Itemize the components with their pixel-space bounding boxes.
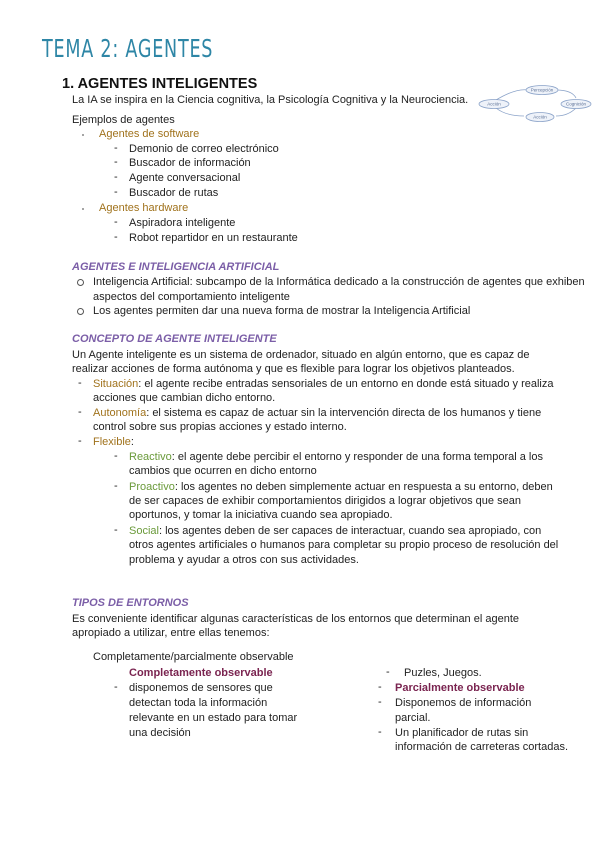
partially-observable-line: Disponemos de información	[395, 697, 532, 709]
cycle-arrow	[496, 90, 528, 100]
dash: -	[114, 450, 118, 462]
list-item: Robot repartidor en un restaurante	[129, 232, 298, 244]
ai-item-line: Inteligencia Artificial: subcampo de la Informática dedicado a la construcción de agentes que exhiben	[93, 276, 585, 288]
fully-observable-title: Completamente observable	[129, 667, 273, 679]
social-text: : los agentes deben de ser capaces de interactuar, cuando sea apropiado, con	[158, 525, 542, 537]
ai-item-line: aspectos del comportamiento inteligente	[93, 291, 290, 303]
situacion-label: Situación	[93, 378, 139, 390]
dash: -	[114, 231, 118, 243]
diagram-node-label: Acción	[487, 101, 501, 107]
fully-observable-example: Puzles, Juegos.	[404, 667, 482, 679]
reactivo-text: : el agente debe percibir el entorno y responder de una forma temporal a los	[171, 451, 543, 463]
diagram-node-label: Cognición	[565, 101, 587, 107]
autonomia-line2: control sobre sus propias acciones y estado interno.	[93, 421, 347, 433]
proactivo-line2: de ser capaces de exhibir comportamientos dirigidos a lograr objetivos que sean	[129, 495, 521, 507]
dash: -	[378, 696, 382, 708]
proactivo-line3: oportunos, y tomar la iniciativa cuando sea apropiado.	[129, 509, 393, 521]
dash: -	[378, 681, 382, 693]
concept-intro-line: realizar acciones de forma autónoma y que es flexible para lograr los objetivos planteados.	[72, 363, 515, 375]
flexible-line	[93, 435, 134, 449]
section-heading-environments: TIPOS DE ENTORNOS	[72, 597, 189, 609]
agent-cycle-diagram	[476, 84, 594, 124]
circle-bullet	[77, 308, 84, 315]
page-title: TEMA 2: AGENTES	[42, 34, 214, 63]
dash: -	[114, 156, 118, 168]
cycle-arrow	[556, 108, 576, 116]
reactivo-label: Reactivo	[129, 451, 172, 463]
situacion-line	[93, 377, 554, 391]
list-item: Buscador de rutas	[129, 187, 219, 199]
social-line	[129, 524, 541, 538]
observable-pair-label: Completamente/parcialmente observable	[93, 651, 294, 663]
proactivo-label: Proactivo	[129, 481, 175, 493]
list-item: Agente conversacional	[129, 172, 241, 184]
dash: -	[114, 216, 118, 228]
section-heading-concept: CONCEPTO DE AGENTE INTELIGENTE	[72, 333, 277, 345]
autonomia-label: Autonomía	[93, 407, 147, 419]
list-item: Aspiradora inteligente	[129, 217, 236, 229]
dash: -	[78, 377, 82, 389]
diagram-node-label: Acción	[533, 114, 547, 120]
fully-observable-line: relevante en un estado para tomar	[129, 712, 298, 724]
social-line2: otros agentes artificiales o humanos para completar su propio proceso de resolución del	[129, 539, 559, 551]
partially-observable-line: Un planificador de rutas sin	[395, 727, 529, 739]
reactivo-line2: cambios que ocurren en dicho entorno	[129, 465, 317, 477]
reactivo-line	[129, 450, 543, 464]
cycle-arrow	[496, 108, 524, 116]
list-item: Demonio de correo electrónico	[129, 143, 279, 155]
fully-observable-line: detectan toda la información	[129, 697, 268, 709]
section-heading-ai: AGENTES E INTELIGENCIA ARTIFICIAL	[72, 261, 280, 273]
dash: -	[114, 681, 118, 693]
social-line3: problema y ayudar a otros con sus actividades.	[129, 554, 359, 566]
dash: -	[114, 480, 118, 492]
social-label: Social	[129, 525, 159, 537]
flexible-label: Flexible	[93, 436, 131, 448]
situacion-text: : el agente recibe entradas sensoriales de un entorno en donde está situado y realiza	[138, 378, 554, 390]
partially-observable-line: parcial.	[395, 712, 431, 724]
environments-intro-line: Es conveniente identificar algunas características de los entornos que determinan el agente	[72, 613, 519, 625]
dash: -	[114, 524, 118, 536]
diagram-node-label: Percepción	[530, 87, 554, 93]
intro-text: La IA se inspira en la Ciencia cognitiva, la Psicología Cognitiva y la Neurociencia.	[72, 94, 469, 106]
ai-item-line: Los agentes permiten dar una nueva forma de mostrar la Inteligencia Artificial	[93, 305, 471, 317]
bullet-dot	[82, 208, 84, 210]
autonomia-text: : el sistema es capaz de actuar sin la intervención directa de los humanos y tiene	[146, 407, 542, 419]
flexible-colon: :	[130, 436, 134, 448]
circle-bullet	[77, 279, 84, 286]
environments-intro-line: apropiado a utilizar, entre ellas tenemos:	[72, 627, 270, 639]
cycle-arrow	[556, 90, 576, 98]
bullet-dot	[82, 134, 84, 136]
dash: -	[78, 435, 82, 447]
dash: -	[114, 171, 118, 183]
partially-observable-title: Parcialmente observable	[395, 682, 525, 694]
dash: -	[114, 186, 118, 198]
fully-observable-line: disponemos de sensores que	[129, 682, 273, 694]
autonomia-line	[93, 406, 541, 420]
software-agents-label: Agentes de software	[99, 128, 200, 140]
hardware-agents-label: Agentes hardware	[99, 202, 189, 214]
proactivo-text: : los agentes no deben simplemente actuar en respuesta a su entorno, deben	[174, 481, 553, 493]
list-item: Buscador de información	[129, 157, 251, 169]
dash: -	[378, 726, 382, 738]
dash: -	[386, 666, 390, 678]
dash: -	[114, 142, 118, 154]
concept-intro-line: Un Agente inteligente es un sistema de ordenador, situado en algún entorno, que es capaz de	[72, 349, 530, 361]
dash: -	[78, 406, 82, 418]
proactivo-line	[129, 480, 553, 494]
examples-label: Ejemplos de agentes	[72, 114, 175, 126]
fully-observable-line: una decisión	[129, 727, 191, 739]
partially-observable-line: información de carreteras cortadas.	[395, 741, 569, 753]
section-heading-agentes: 1. AGENTES INTELIGENTES	[62, 76, 258, 92]
situacion-line2: acciones que cambian dicho entorno.	[93, 392, 276, 404]
